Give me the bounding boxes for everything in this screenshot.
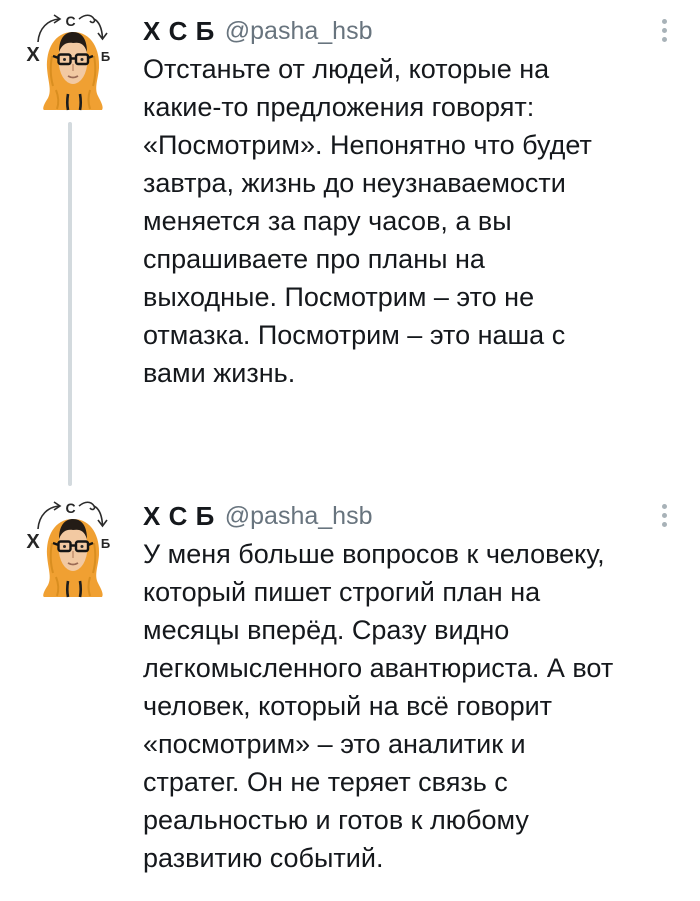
- tweet-text-line: меняется за пару часов, а вы: [143, 206, 512, 236]
- kebab-dot: [662, 504, 667, 509]
- tweet-header: [143, 12, 680, 50]
- eye: [81, 545, 84, 548]
- tweet-header: [143, 497, 680, 535]
- tweet[interactable]: [0, 12, 700, 392]
- tweet-text-line: Отстаньте от людей, которые на: [143, 54, 550, 84]
- tweet-text-line: «посмотрим» – это аналитик и: [143, 729, 526, 759]
- tweet-text-line: выходные. Посмотрим – это не: [143, 282, 535, 312]
- user-handle[interactable]: @pasha_hsb: [224, 16, 373, 45]
- kebab-dot: [662, 37, 667, 42]
- tweet-text-line: завтра, жизнь до неузнаваемости: [143, 168, 566, 198]
- tweet-text-line: месяцы вперёд. Сразу видно: [143, 615, 510, 645]
- avatar-illustration: [22, 499, 114, 599]
- avatar[interactable]: [22, 499, 114, 599]
- avatar-letter-x: Х: [26, 531, 40, 553]
- avatar-letter-s: С: [65, 500, 76, 516]
- eye: [63, 545, 66, 548]
- display-name[interactable]: Х С Б: [143, 15, 215, 46]
- tweet-body: [143, 535, 680, 877]
- tweet-text-line: вами жизнь.: [143, 358, 296, 388]
- user-handle[interactable]: @pasha_hsb: [224, 501, 373, 530]
- eye: [63, 58, 66, 61]
- avatar-letter-b: Б: [100, 536, 111, 551]
- tweet-text-line: У меня больше вопросов к человеку,: [143, 539, 605, 569]
- avatar-letter-b: Б: [100, 49, 111, 64]
- kebab-dot: [662, 19, 667, 24]
- avatar-letter-s: С: [65, 13, 76, 29]
- avatar[interactable]: [22, 12, 114, 112]
- tweet-text-line: стратег. Он не теряет связь с: [143, 767, 508, 797]
- eye: [81, 58, 84, 61]
- avatar-letter-x: Х: [26, 44, 40, 66]
- tweet-text-line: какие-то предложения говорят:: [143, 92, 535, 122]
- cycle-arrow-left-icon: [38, 15, 60, 42]
- more-menu-icon[interactable]: [652, 499, 676, 531]
- more-menu-icon[interactable]: [652, 14, 676, 46]
- tweet-text-line: реальностью и готов к любому: [143, 805, 529, 835]
- avatar-illustration: [22, 12, 114, 112]
- tweet-text-line: отмазка. Посмотрим – это наша с: [143, 320, 566, 350]
- display-name[interactable]: Х С Б: [143, 500, 215, 531]
- tweet-body: [143, 50, 680, 392]
- cycle-arrow-left-icon: [38, 502, 60, 529]
- kebab-dot: [662, 513, 667, 518]
- tweet-text-line: спрашиваете про планы на: [143, 244, 485, 274]
- tweet-text-line: человек, который на всё говорит: [143, 691, 553, 721]
- tweet-text-line: развитию событий.: [143, 843, 384, 873]
- tweet-text-line: который пишет строгий план на: [143, 577, 541, 607]
- kebab-dot: [662, 522, 667, 527]
- tweet-text-line: легкомысленного авантюриста. А вот: [143, 653, 614, 683]
- tweet[interactable]: [0, 497, 700, 877]
- kebab-dot: [662, 28, 667, 33]
- tweet-text-line: «Посмотрим». Непонятно что будет: [143, 130, 592, 160]
